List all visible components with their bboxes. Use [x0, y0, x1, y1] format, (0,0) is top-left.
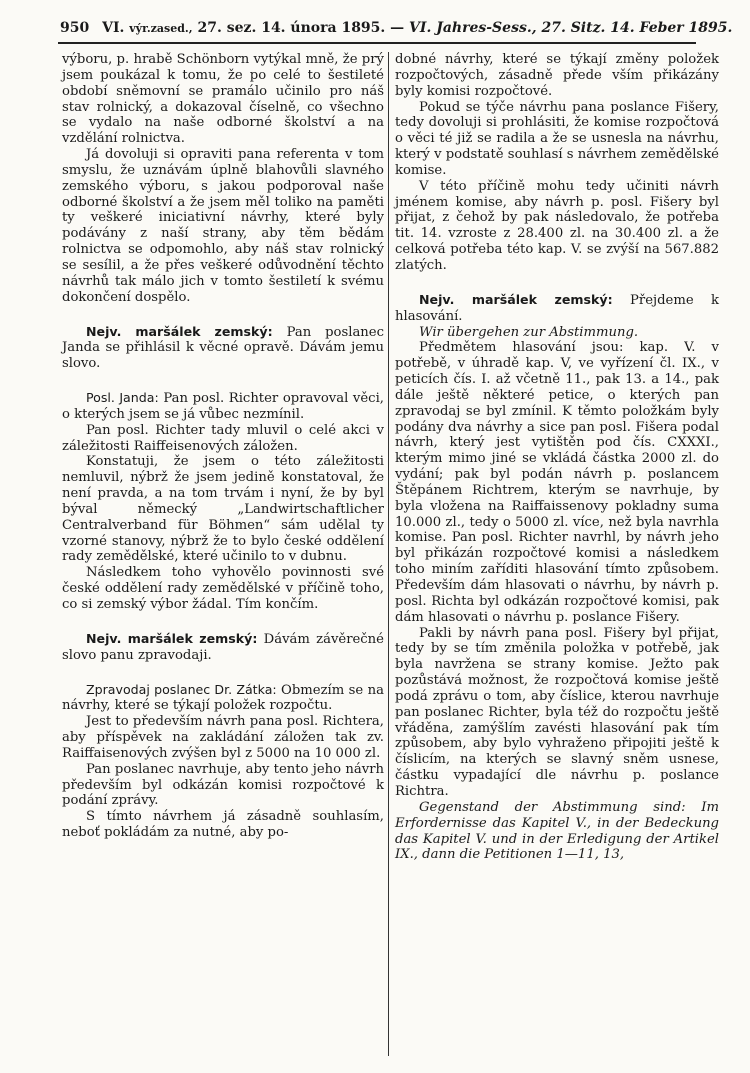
speaker-name: Zpravodaj poslanec Dr. Zátka:: [86, 681, 277, 697]
left-paragraph-3: Pan posl. Richter tady mluvil o celé akci v záležitosti Raiffeisenových záložen.: [62, 422, 384, 454]
left-paragraph-5: Následkem toho vyhovělo povinnosti své české oddělení rady zemědělské v příčině toho, co si zemský výbor žádal. Tím končím.: [62, 565, 384, 612]
left-speech-1: [62, 324, 384, 373]
right-paragraph-5: Pakli by návrh pana posl. Fišery byl přijat, tedy by se tím změnila položka v potřebě, jak byla navržena se strany komise. Ježto pak pozůstává možnost, že rozpočtová komise ještě podá zprávu o tom, aby číslice, kterou navrhuje pan poslanec Richter, byla též do rozpočtu ještě vřáděna, zamýšlím zavésti hlasování pak tím způsobem, aby bylo vyhraženo připojiti ještě k číslicím, na kterých se slavný sněm usnese, částku vypadající dle návrhu p. poslance Richtra.: [395, 625, 719, 799]
speech-text: Přejdeme k hlasování.: [395, 292, 719, 324]
right-paragraph-3: V této příčině mohu tedy učiniti návrh jménem komise, aby návrh p. posl. Fišery byl přijat, z čehož by pak následovalo, že potřeba tit. 14. vzroste z 28.400 zl. na 30.400 zl. a že celková potřeba této kap. V. se zvýší na 567.882 zlatých.: [395, 178, 719, 273]
right-paragraph-4: Předmětem hlasování jsou: kap. V. v potřebě, v úhradě kap. V, ve vyřízení čl. IX., v peticích čís. I. až včetně 11., pak 13. a 14., pak dále ještě některé petice, o kterých pan zpravodaj se byl zmínil. K těmto položkám byly podány dva návrhy a sice pan posl. Fišera podal návrh, který jest vytištěn pod čís. CXXXI., kterým mimo jiné se vkládá částka 2000 zl. do vydání; pak byl podán návrh p. poslancem Štěpánem Richtrem, kterým se navrhuje, by byla vložena na Raiffaissenovy pokladny suma 10.000 zl., tedy o 5000 zl. více, než byla navrhla komise. Pan posl. Richter navrhl, by návrh jeho byl přikázán rozpočtové komisi a následkem toho miním zaříditi hlasování tímto způsobem. Především dám hlasovati o návrhu, by návrh p. posl. Richta byl odkázán rozpočtové komisi, pak dám hlasovati o návrhu p. poslance Fišery.: [395, 340, 719, 625]
left-speech-2: [62, 390, 384, 423]
page-number: 950: [60, 20, 90, 36]
column-divider: [388, 52, 389, 1056]
left-speech-3: [62, 631, 384, 664]
speaker-name: Nejv. maršálek zemský:: [86, 323, 273, 339]
right-german-1: Wir übergehen zur Abstimmung.: [419, 324, 639, 340]
left-paragraph-6: Jest to především návrh pana posl. Richtera, aby příspěvek na zakládání záložen tak zv. Raiffaisenových zvýšen byl z 5000 na 10 000 zl.: [62, 714, 384, 761]
right-paragraph-2: Pokud se týče návrhu pana poslance Fišery, tedy dovoluji si prohlásiti, že komise rozpočtová o věci té již se radila a že se usnesla na návrhu, který v podstatě souhlasí s návrhem zemědělské komise.: [395, 99, 719, 178]
speech-text: Obmezím se na návrhy, které se týkají položek rozpočtu.: [62, 682, 384, 714]
left-paragraph-7: Pan poslanec navrhuje, aby tento jeho návrh především byl odkázán komisi rozpočtové k podání zprávy.: [62, 761, 384, 809]
left-paragraph-8: S tímto návrhem já zásadně souhlasím, neboť pokládám za nutné, aby po-: [62, 809, 384, 841]
header-left-prefix: VI.: [102, 20, 125, 36]
right-paragraph-1: dobné návrhy, které se týkají změny položek rozpočtových, zásadně přede vším přikázány byly komisi rozpočtové.: [395, 52, 719, 99]
right-column: [395, 52, 719, 863]
speaker-name: Nejv. maršálek zemský:: [419, 291, 613, 307]
page-header: [60, 20, 733, 36]
left-paragraph-4: Konstatuji, že jsem o této záležitosti nemluvil, nýbrž že jsem jedině konstatoval, že není pravda, a na tom trvám i nyní, že by byl býval německý „Landwirtschaftlicher Centralverband für Böhmen“ sám udělal ty vzorné stanovy, nýbrž že to bylo české oddělení rady zemědělské, které učinilo to v dubnu.: [62, 454, 384, 565]
header-left-small: výr.zased.,: [129, 22, 193, 35]
right-speech-1: [395, 292, 719, 325]
header-left-rest: 27. sez. 14. února 1895. —: [197, 20, 410, 36]
right-german-2: Gegenstand der Abstimmung sind: Im Erfordernisse das Kapitel V., in der Bedeckung das Kapitel V. und in der Erledigung der Artikel IX., dann die Petitionen 1—11, 13,: [395, 799, 719, 863]
left-speech-4: [62, 682, 384, 715]
header-rule: [58, 42, 696, 44]
left-paragraph-1: výboru, p. hrabě Schönborn vytýkal mně, že prý jsem poukázal k tomu, že po celé to šestileté období sněmovní se pramálo učinilo pro náš stav rolnický, a dokazoval číselně, co všechno se vydalo na naše odborné školství a na vzdělání rolnictva.: [62, 52, 384, 147]
speaker-name: Nejv. maršálek zemský:: [86, 630, 258, 646]
speech-text: Pan poslanec Janda se přihlásil k věcné opravě. Dávám jemu slovo.: [62, 324, 384, 372]
header-right-title: VI. Jahres-Sess., 27. Sitz. 14. Feber 1895.: [409, 20, 733, 36]
speaker-name: Posl. Janda:: [86, 390, 159, 406]
left-paragraph-2: Já dovoluji si opraviti pana referenta v tom smyslu, že uznávám úplně blahovůli slavného zemského výboru, s jakou podporoval naše odborné školství a že jsem měl toliko na paměti ty veškeré iniciativní návrhy, které byly podávány z naší strany, aby těm bědám rolnictva se odpomohlo, aby náš stav rolnický se sesílil, a že přes veškeré odůvodnění těchto návrhů tak málo jich v tomto šestiletí k svému dokončení dospělo.: [62, 147, 384, 305]
left-column: [62, 52, 384, 841]
speech-text: Dávám závěrečné slovo panu zpravodaji.: [62, 631, 384, 663]
speech-text: Pan posl. Richter opravoval věci, o kterých jsem se já vůbec nezmínil.: [62, 391, 384, 422]
